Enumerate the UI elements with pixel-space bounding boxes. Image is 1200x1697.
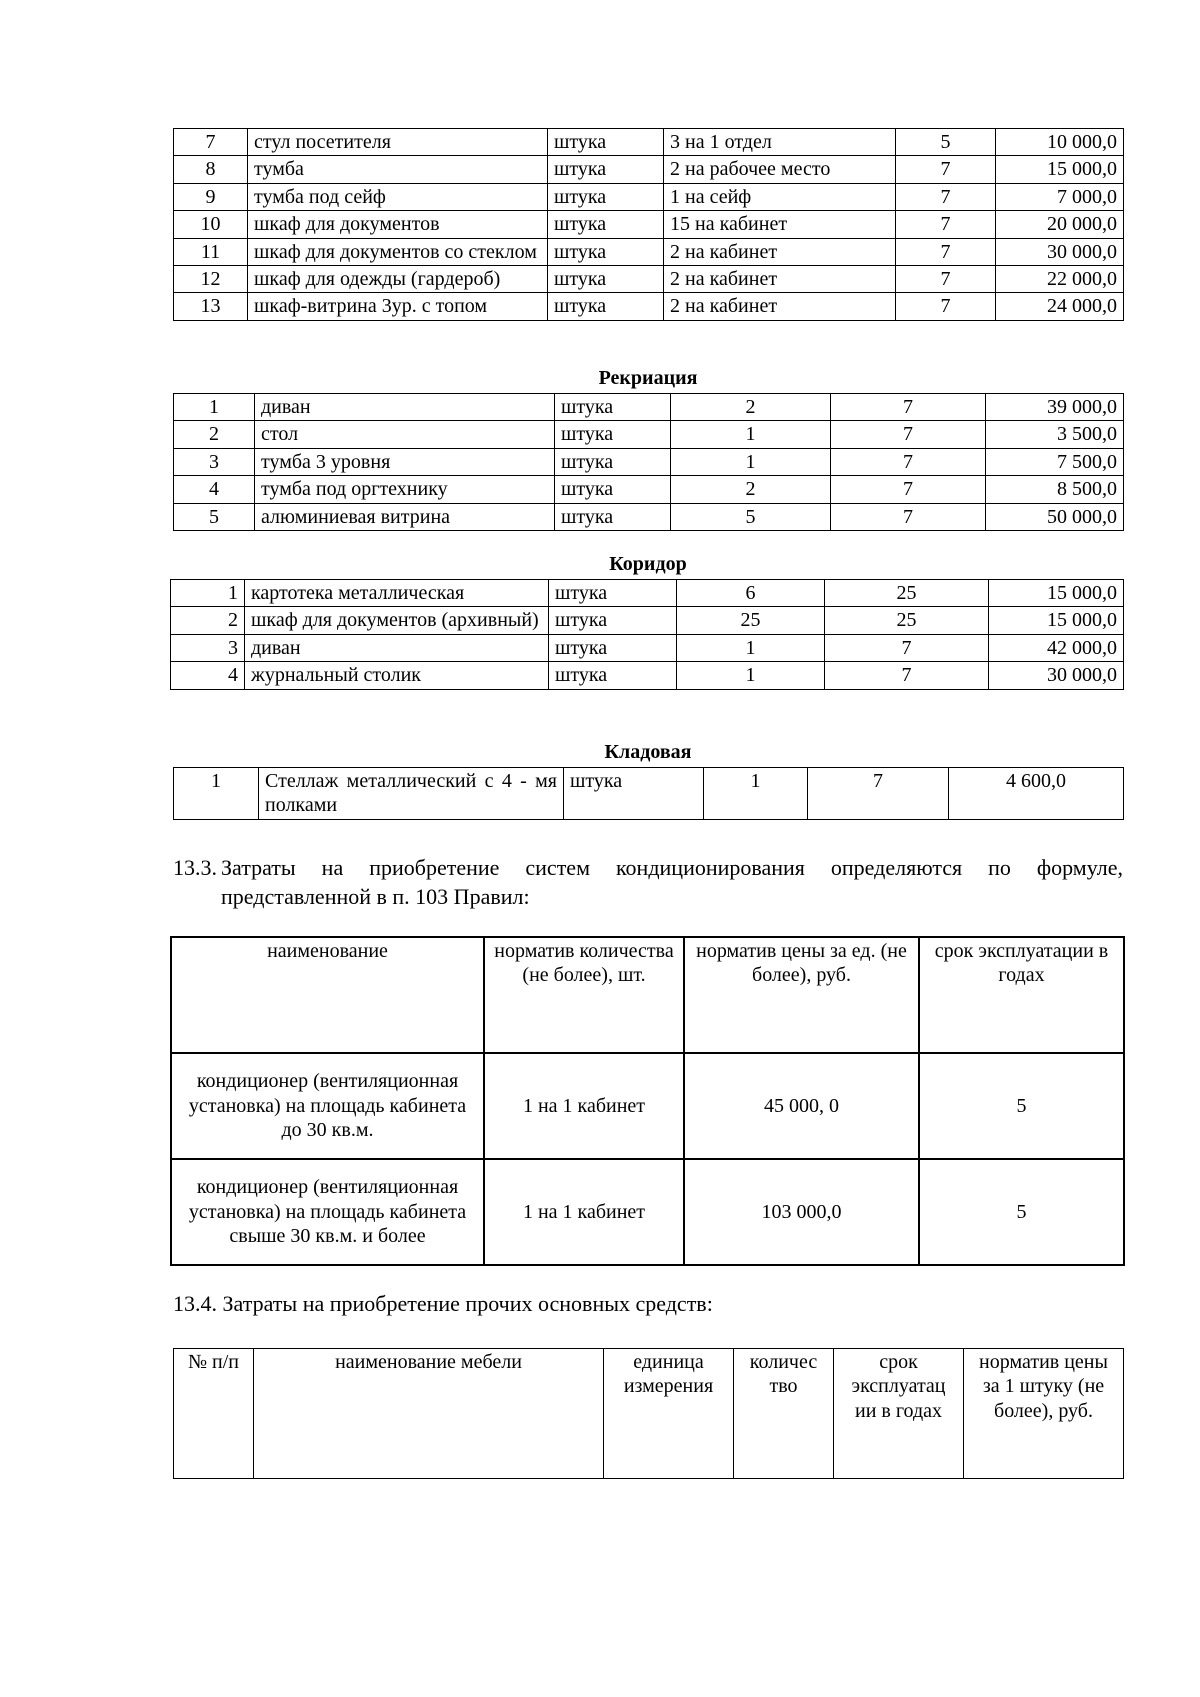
cell-price: 50 000,0: [986, 503, 1124, 530]
cell-unit: штука: [564, 768, 704, 820]
cell-term: 7: [831, 503, 986, 530]
cell-term: 7: [831, 448, 986, 475]
table-row: [174, 211, 1124, 238]
cell-unit: штука: [548, 129, 664, 156]
cell-price: 30 000,0: [996, 238, 1124, 265]
table-row: [174, 448, 1124, 475]
cell-unit: штука: [555, 421, 671, 448]
paragraph-13-3: [173, 853, 1123, 912]
cell-quantity: 6: [677, 580, 825, 607]
cell-quantity: 1 на 1 кабинет: [484, 1053, 684, 1159]
cell-number: 9: [174, 183, 248, 210]
cell-price: 22 000,0: [996, 265, 1124, 292]
header-furniture-name: наименование мебели: [254, 1349, 604, 1479]
cell-number: 8: [174, 156, 248, 183]
section-title-storage: Кладовая: [604, 741, 692, 763]
table-row: [174, 476, 1124, 503]
table-row: [171, 1159, 1124, 1265]
cell-price: 24 000,0: [996, 293, 1124, 320]
cell-name: кондиционер (вентиляционная установка) на площадь кабинета до 30 кв.м.: [171, 1053, 484, 1159]
air-conditioning-table: [170, 936, 1125, 1266]
cell-quantity: 1 на 1 кабинет: [484, 1159, 684, 1265]
cell-number: 4: [171, 662, 245, 689]
cell-unit: штука: [548, 156, 664, 183]
cell-unit: штука: [549, 662, 677, 689]
cell-term: 25: [825, 580, 989, 607]
cell-quantity: 1: [677, 634, 825, 661]
cell-norm: 2 на рабочее место: [664, 156, 896, 183]
cell-number: 1: [171, 580, 245, 607]
header-term: срок эксплуатации в годах: [919, 937, 1124, 1053]
cell-name: шкаф для одежды (гардероб): [248, 265, 548, 292]
section-title-recreation: Рекриация: [598, 367, 698, 389]
cell-quantity: 1: [677, 662, 825, 689]
section-title-corridor: Коридор: [609, 553, 687, 575]
cell-number: 3: [171, 634, 245, 661]
table-row: [174, 293, 1124, 320]
cell-name: тумба: [248, 156, 548, 183]
cell-name: алюминиевая витрина: [255, 503, 555, 530]
cell-quantity: 1: [671, 421, 831, 448]
cell-term: 7: [808, 768, 949, 820]
cell-name: тумба 3 уровня: [255, 448, 555, 475]
header-qty-norm: норматив количества (не более), шт.: [484, 937, 684, 1053]
cell-term: 7: [896, 183, 996, 210]
table-row: [174, 768, 1124, 820]
paragraph-13-4: 13.4. Затраты на приобретение прочих основных средств:: [173, 1291, 713, 1316]
cell-unit: штука: [555, 476, 671, 503]
cell-number: 1: [174, 768, 259, 820]
cell-price: 15 000,0: [989, 607, 1124, 634]
table-row: [174, 129, 1124, 156]
corridor-table: [170, 579, 1124, 690]
cell-name: шкаф для документов (архивный): [245, 607, 549, 634]
cell-price: 3 500,0: [986, 421, 1124, 448]
cell-term: 7: [896, 211, 996, 238]
cell-price: 20 000,0: [996, 211, 1124, 238]
cell-unit: штука: [548, 265, 664, 292]
cell-term: 25: [825, 607, 989, 634]
cell-term: 5: [919, 1159, 1124, 1265]
cell-quantity: 5: [671, 503, 831, 530]
cell-name: диван: [255, 394, 555, 421]
table-row: [171, 607, 1124, 634]
cell-number: 2: [174, 421, 255, 448]
cell-name: шкаф для документов со стеклом: [248, 238, 548, 265]
cell-number: 4: [174, 476, 255, 503]
cell-unit: штука: [548, 183, 664, 210]
cell-price: 15 000,0: [989, 580, 1124, 607]
cell-norm: 15 на кабинет: [664, 211, 896, 238]
cell-number: 7: [174, 129, 248, 156]
other-assets-table: [173, 1348, 1124, 1479]
cell-quantity: 2: [671, 394, 831, 421]
table-row: [171, 580, 1124, 607]
table-row: [171, 662, 1124, 689]
table-row: [174, 503, 1124, 530]
cell-term: 7: [831, 421, 986, 448]
cell-unit: штука: [548, 211, 664, 238]
header-quantity: количес тво: [734, 1349, 834, 1479]
cell-term: 7: [825, 634, 989, 661]
header-num: № п/п: [174, 1349, 254, 1479]
cell-price: 7 000,0: [996, 183, 1124, 210]
cell-name: Стеллаж металлический с 4 - мя полками: [259, 768, 564, 820]
cell-term: 7: [896, 156, 996, 183]
cell-name: тумба под оргтехнику: [255, 476, 555, 503]
cell-unit: штука: [549, 580, 677, 607]
cell-name: кондиционер (вентиляционная установка) на площадь кабинета свыше 30 кв.м. и более: [171, 1159, 484, 1265]
table-row: [174, 156, 1124, 183]
cell-unit: штука: [548, 293, 664, 320]
cell-number: 5: [174, 503, 255, 530]
cell-unit: штука: [555, 448, 671, 475]
cell-name: стул посетителя: [248, 129, 548, 156]
paragraph-text: Затраты на приобретение систем кондиционирования определяются по формуле, представленной в п. 103 Правил:: [221, 855, 1123, 910]
cell-norm: 1 на сейф: [664, 183, 896, 210]
table-row: [171, 1053, 1124, 1159]
cell-term: 7: [831, 394, 986, 421]
table-row: [171, 634, 1124, 661]
header-name: наименование: [171, 937, 484, 1053]
cell-term: 5: [896, 129, 996, 156]
cell-name: диван: [245, 634, 549, 661]
cell-price: 7 500,0: [986, 448, 1124, 475]
cell-number: 1: [174, 394, 255, 421]
cell-price: 45 000, 0: [684, 1053, 919, 1159]
cell-price: 8 500,0: [986, 476, 1124, 503]
cell-price: 39 000,0: [986, 394, 1124, 421]
cell-number: 3: [174, 448, 255, 475]
cell-norm: 2 на кабинет: [664, 265, 896, 292]
table-row: [174, 183, 1124, 210]
cell-norm: 2 на кабинет: [664, 293, 896, 320]
header-term: срок эксплуатац ии в годах: [834, 1349, 964, 1479]
cell-quantity: 1: [671, 448, 831, 475]
cell-unit: штука: [549, 634, 677, 661]
cell-price: 4 600,0: [949, 768, 1124, 820]
cell-name: шкаф-витрина 3ур. с топом: [248, 293, 548, 320]
cell-term: 7: [831, 476, 986, 503]
header-price: норматив цены за 1 штуку (не более), руб.: [964, 1349, 1124, 1479]
recreation-table: [173, 393, 1124, 531]
furniture-table-continued: [173, 128, 1124, 321]
cell-term: 7: [825, 662, 989, 689]
cell-term: 7: [896, 265, 996, 292]
paragraph-number: 13.3.: [173, 855, 217, 880]
cell-name: шкаф для документов: [248, 211, 548, 238]
cell-quantity: 1: [704, 768, 808, 820]
cell-term: 5: [919, 1053, 1124, 1159]
cell-norm: 2 на кабинет: [664, 238, 896, 265]
table-row: [174, 421, 1124, 448]
storage-table: [173, 767, 1124, 820]
cell-term: 7: [896, 238, 996, 265]
cell-number: 10: [174, 211, 248, 238]
cell-unit: штука: [555, 394, 671, 421]
cell-number: 2: [171, 607, 245, 634]
cell-price: 10 000,0: [996, 129, 1124, 156]
cell-quantity: 2: [671, 476, 831, 503]
header-unit: единица измерения: [604, 1349, 734, 1479]
cell-price: 30 000,0: [989, 662, 1124, 689]
cell-norm: 3 на 1 отдел: [664, 129, 896, 156]
cell-number: 13: [174, 293, 248, 320]
cell-unit: штука: [549, 607, 677, 634]
cell-name: стол: [255, 421, 555, 448]
table-row: [174, 265, 1124, 292]
cell-number: 11: [174, 238, 248, 265]
table-row: [174, 238, 1124, 265]
cell-name: тумба под сейф: [248, 183, 548, 210]
cell-term: 7: [896, 293, 996, 320]
cell-unit: штука: [548, 238, 664, 265]
cell-price: 42 000,0: [989, 634, 1124, 661]
cell-number: 12: [174, 265, 248, 292]
table-row: [174, 394, 1124, 421]
cell-unit: штука: [555, 503, 671, 530]
cell-name: картотека металлическая: [245, 580, 549, 607]
header-price-norm: норматив цены за ед. (не более), руб.: [684, 937, 919, 1053]
cell-quantity: 25: [677, 607, 825, 634]
cell-name: журнальный столик: [245, 662, 549, 689]
cell-price: 103 000,0: [684, 1159, 919, 1265]
cell-price: 15 000,0: [996, 156, 1124, 183]
